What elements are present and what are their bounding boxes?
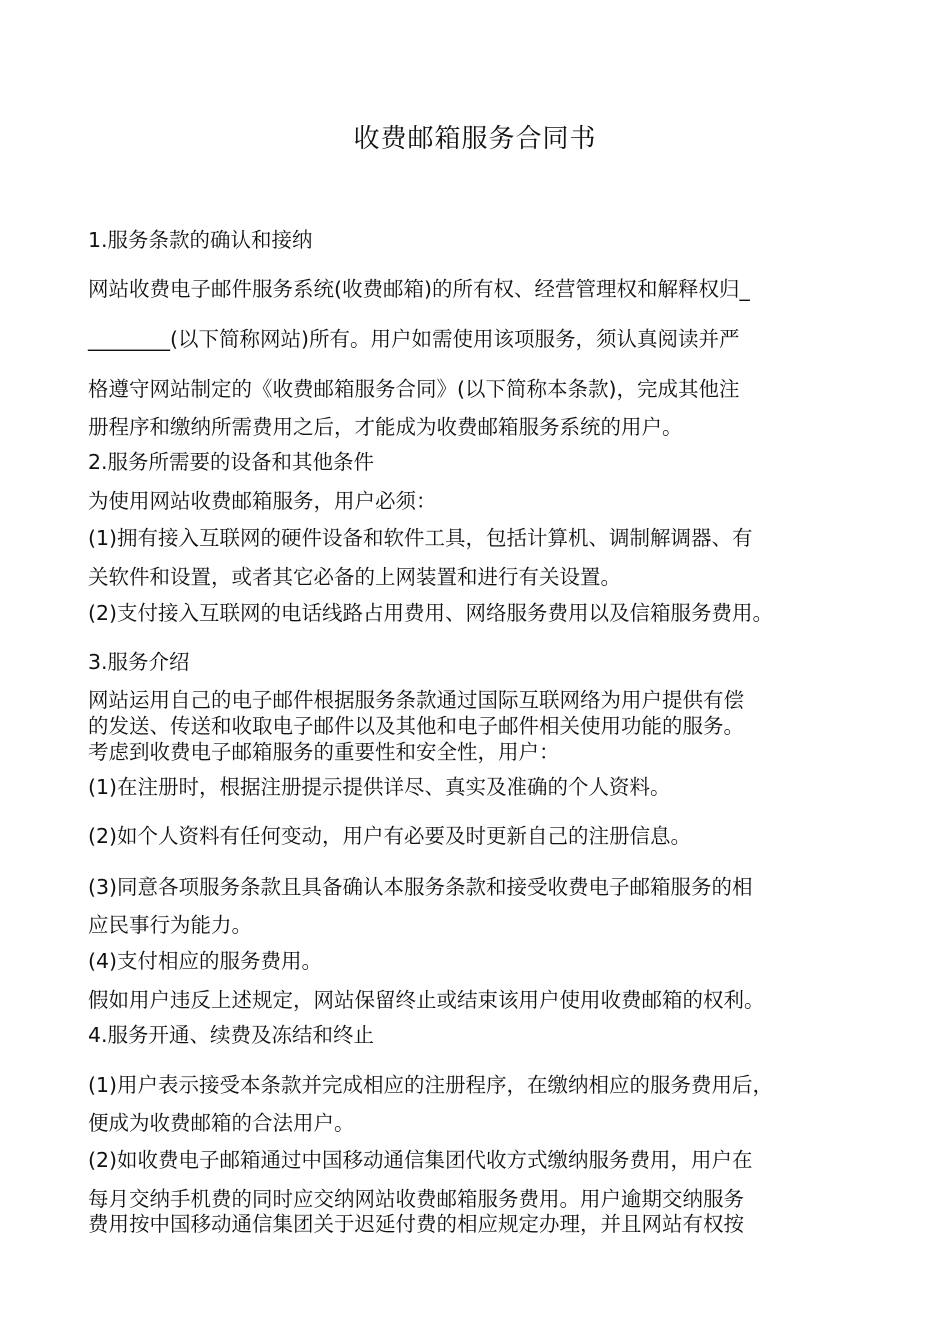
document-title: 收费邮箱服务合同书 [353, 124, 597, 154]
paragraph-line: 关软件和设置，或者其它必备的上网装置和进行有关设置。 [88, 565, 621, 589]
paragraph-line: (1)在注册时，根据注册提示提供详尽、真实及准确的个人资料。 [88, 775, 671, 799]
section-heading-4: 4.服务开通、续费及冻结和终止 [88, 1023, 375, 1047]
paragraph-line: 应民事行为能力。 [88, 913, 252, 937]
paragraph-line: (1)拥有接入互联网的硬件设备和软件工具，包括计算机、调制解调器、有 [88, 526, 753, 550]
section-heading-2: 2.服务所需要的设备和其他条件 [88, 450, 375, 474]
paragraph-line: ________(以下简称网站)所有。用户如需使用该项服务，须认真阅读并严 [88, 327, 740, 351]
paragraph-line: (3)同意各项服务条款且具备确认本服务条款和接受收费电子邮箱服务的相 [88, 875, 753, 899]
paragraph-line: 的发送、传送和收取电子邮件以及其他和电子邮件相关使用功能的服务。 [88, 714, 744, 738]
paragraph-line: (2)支付接入互联网的电话线路占用费用、网络服务费用以及信箱服务费用。 [88, 601, 774, 625]
paragraph-line: 网站收费电子邮件服务系统(收费邮箱)的所有权、经营管理权和解释权归_ [88, 277, 750, 301]
paragraph-line: 假如用户违反上述规定，网站保留终止或结束该用户使用收费邮箱的权利。 [88, 988, 765, 1012]
paragraph-line: (2)如个人资料有任何变动，用户有必要及时更新自己的注册信息。 [88, 824, 692, 848]
paragraph-line: (2)如收费电子邮箱通过中国移动通信集团代收方式缴纳服务费用，用户在 [88, 1148, 753, 1172]
section-heading-1: 1.服务条款的确认和接纳 [88, 228, 313, 252]
paragraph-line: 考虑到收费电子邮箱服务的重要性和安全性，用户： [88, 740, 560, 764]
paragraph-line: 费用按中国移动通信集团关于迟延付费的相应规定办理，并且网站有权按 [88, 1212, 744, 1236]
paragraph-line: 为使用网站收费邮箱服务，用户必须： [88, 489, 437, 513]
paragraph-line: 格遵守网站制定的《收费邮箱服务合同》(以下简称本条款)，完成其他注 [88, 377, 740, 401]
paragraph-line: (1)用户表示接受本条款并完成相应的注册程序，在缴纳相应的服务费用后， [88, 1073, 774, 1097]
paragraph-line: 册程序和缴纳所需费用之后，才能成为收费邮箱服务系统的用户。 [88, 415, 683, 439]
paragraph-line: 便成为收费邮箱的合法用户。 [88, 1111, 355, 1135]
section-heading-3: 3.服务介绍 [88, 650, 190, 674]
paragraph-line: (4)支付相应的服务费用。 [88, 949, 323, 973]
paragraph-line: 网站运用自己的电子邮件根据服务条款通过国际互联网络为用户提供有偿 [88, 688, 744, 712]
paragraph-line: 每月交纳手机费的同时应交纳网站收费邮箱服务费用。用户逾期交纳服务 [88, 1187, 744, 1211]
